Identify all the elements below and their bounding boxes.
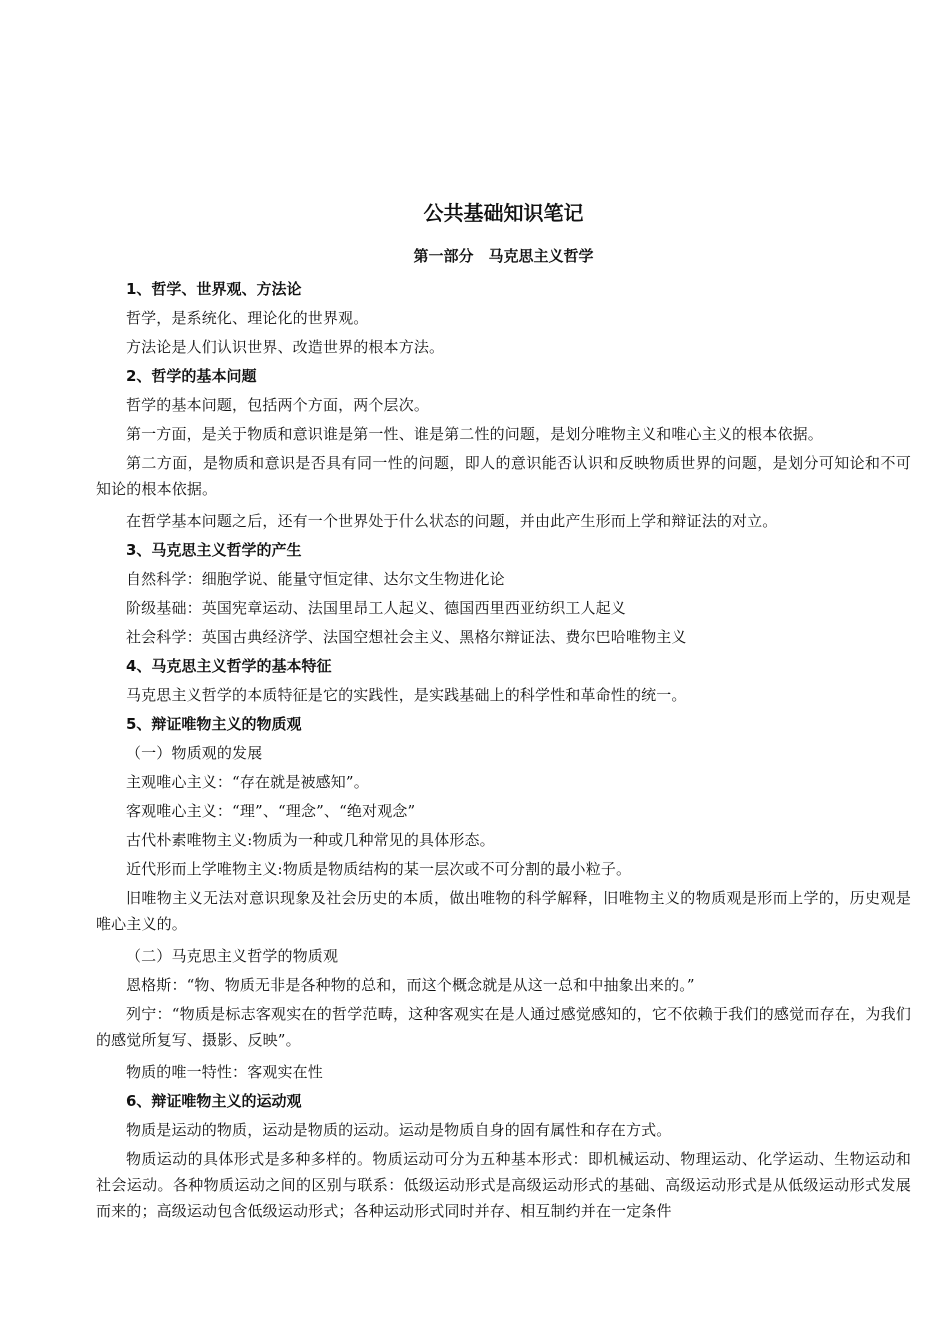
paragraph: 马克思主义哲学的本质特征是它的实践性，是实践基础上的科学性和革命性的统一。 bbox=[126, 686, 687, 704]
paragraph: 物质的唯一特性：客观实在性 bbox=[126, 1063, 323, 1081]
paragraph: 哲学的基本问题，包括两个方面，两个层次。 bbox=[126, 396, 430, 414]
document-body bbox=[96, 198, 911, 1233]
section-heading: 4、马克思主义哲学的基本特征 bbox=[126, 657, 332, 675]
paragraph: 第二方面，是物质和意识是否具有同一性的问题，即人的意识能否认识和反映物质世界的问题，是划分可知论和不可知论的根本依据。 bbox=[96, 454, 911, 498]
paragraph: 自然科学：细胞学说、能量守恒定律、达尔文生物进化论 bbox=[126, 570, 505, 588]
part-heading: 第一部分 马克思主义哲学 bbox=[413, 247, 594, 265]
section-heading: 1、哲学、世界观、方法论 bbox=[126, 280, 302, 298]
paragraph: （一）物质观的发展 bbox=[126, 744, 263, 762]
paragraph: 古代朴素唯物主义:物质为一种或几种常见的具体形态。 bbox=[126, 831, 495, 849]
paragraph: 客观唯心主义：“理”、“理念”、“绝对观念” bbox=[126, 802, 416, 820]
paragraph: 社会科学：英国古典经济学、法国空想社会主义、黑格尔辩证法、费尔巴哈唯物主义 bbox=[126, 628, 687, 646]
paragraph: 第一方面，是关于物质和意识谁是第一性、谁是第二性的问题，是划分唯物主义和唯心主义的根本依据。 bbox=[126, 425, 823, 443]
paragraph: （二）马克思主义哲学的物质观 bbox=[126, 947, 339, 965]
section-heading: 2、哲学的基本问题 bbox=[126, 367, 257, 385]
paragraph: 哲学，是系统化、理论化的世界观。 bbox=[126, 309, 369, 327]
section-heading: 5、辩证唯物主义的物质观 bbox=[126, 715, 302, 733]
paragraph: 方法论是人们认识世界、改造世界的根本方法。 bbox=[126, 338, 445, 356]
paragraph: 列宁：“物质是标志客观实在的哲学范畴，这种客观实在是人通过感觉感知的，它不依赖于我们的感觉而存在，为我们的感觉所复写、摄影、反映”。 bbox=[96, 1005, 911, 1049]
paragraph: 主观唯心主义：“存在就是被感知”。 bbox=[126, 773, 369, 791]
paragraph: 在哲学基本问题之后，还有一个世界处于什么状态的问题，并由此产生形而上学和辩证法的对立。 bbox=[126, 512, 778, 530]
paragraph: 近代形而上学唯物主义:物质是物质结构的某一层次或不可分割的最小粒子。 bbox=[126, 860, 632, 878]
paragraph: 阶级基础：英国宪章运动、法国里昂工人起义、德国西里西亚纺织工人起义 bbox=[126, 599, 626, 617]
paragraph: 恩格斯：“物、物质无非是各种物的总和，而这个概念就是从这一总和中抽象出来的。” bbox=[126, 976, 695, 994]
paragraph: 物质运动的具体形式是多种多样的。物质运动可分为五种基本形式：即机械运动、物理运动、化学运动、生物运动和社会运动。各种物质运动之间的区别与联系：低级运动形式是高级运动形式的基础、高级运动形式是从低级运动形式发展而来的；高级运动包含低级运动形式；各种运动形式同时并存、相互制约并在一定条件 bbox=[96, 1150, 911, 1220]
paragraph: 旧唯物主义无法对意识现象及社会历史的本质，做出唯物的科学解释，旧唯物主义的物质观是形而上学的，历史观是唯心主义的。 bbox=[96, 889, 911, 933]
section-heading: 3、马克思主义哲学的产生 bbox=[126, 541, 302, 559]
section-heading: 6、辩证唯物主义的运动观 bbox=[126, 1092, 302, 1110]
document-title: 公共基础知识笔记 bbox=[423, 201, 584, 225]
paragraph: 物质是运动的物质，运动是物质的运动。运动是物质自身的固有属性和存在方式。 bbox=[126, 1121, 672, 1139]
